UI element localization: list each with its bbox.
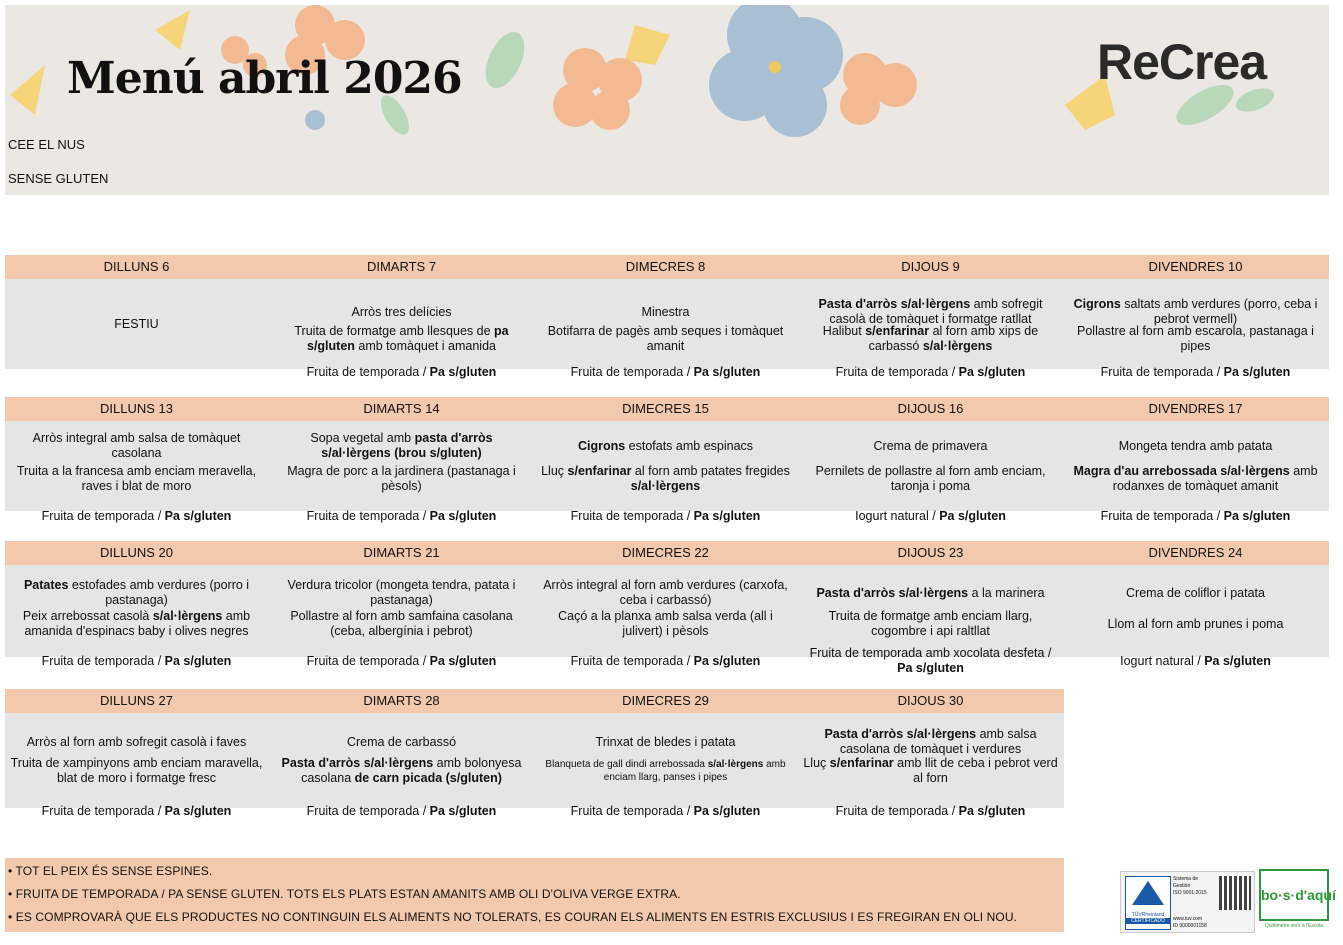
school-name: CEE EL NUS bbox=[8, 137, 85, 152]
dish-text: Fruita de temporada / bbox=[41, 509, 165, 523]
dish-text: Fruita de temporada amb xocolata desfeta / bbox=[809, 646, 1052, 660]
header-banner bbox=[5, 5, 1329, 195]
first-course bbox=[274, 735, 529, 750]
dish-text: Pasta d'arròs s/al·lèrgens bbox=[824, 727, 977, 741]
dish-text: Pa s/gluten bbox=[429, 365, 497, 379]
dish-text: Crema de carbassó bbox=[346, 735, 457, 749]
second-course bbox=[538, 324, 793, 354]
dish-text: Cigrons bbox=[1073, 297, 1121, 311]
dish-text: Pa s/gluten bbox=[1223, 509, 1291, 523]
dish-text: Truita de xampinyons amb enciam maravella, blat de moro i formatge fresc bbox=[10, 756, 263, 785]
dessert bbox=[538, 509, 793, 524]
dish-text: Pa s/gluten bbox=[1223, 365, 1291, 379]
dish-text: Fruita de temporada / bbox=[306, 365, 430, 379]
dish-text: s/enfarinar bbox=[567, 464, 632, 478]
dish-text: Crema de coliflor i patata bbox=[1126, 586, 1265, 600]
notes-box bbox=[5, 858, 1064, 932]
first-course bbox=[274, 578, 529, 608]
dish-text: Pa s/gluten bbox=[693, 365, 761, 379]
dish-text: a la marinera bbox=[968, 586, 1045, 600]
dish-text: amb rodanxes de tomàquet amanit bbox=[1112, 464, 1318, 493]
first-course bbox=[9, 735, 264, 750]
diet-type: SENSE GLUTEN bbox=[8, 171, 109, 186]
dish-text: Crema de primavera bbox=[873, 439, 988, 453]
dessert bbox=[1068, 654, 1323, 669]
dish-text: al forn amb patates fregides bbox=[631, 464, 790, 478]
dish-text: amb amanida d'espinacs baby i olives negres bbox=[24, 609, 251, 638]
day-name: DIJOUS 30 bbox=[897, 693, 964, 708]
dessert bbox=[1068, 365, 1323, 380]
dessert bbox=[274, 804, 529, 819]
first-course bbox=[9, 578, 264, 608]
dish-text: estofats amb espinacs bbox=[625, 439, 754, 453]
dish-text: saltats amb verdures (porro, ceba i pebrot vermell) bbox=[1120, 297, 1318, 326]
second-course bbox=[9, 464, 264, 494]
dish-text: pasta d'arròs s/al·lèrgens (brou s/gluten) bbox=[321, 431, 493, 460]
first-course bbox=[274, 431, 529, 461]
dish-text: al forn amb xips de carbassó bbox=[868, 324, 1039, 353]
first-course bbox=[274, 305, 529, 320]
dish-text: Lluç bbox=[803, 756, 830, 770]
dessert bbox=[803, 365, 1058, 380]
dish-text: Fruita de temporada / bbox=[306, 804, 430, 818]
day-name: DILLUNS 20 bbox=[100, 545, 173, 560]
dish-text: amb llit de ceba i pebrot verd al forn bbox=[893, 756, 1058, 785]
second-course bbox=[274, 609, 529, 639]
dish-text: Pa s/gluten bbox=[693, 804, 761, 818]
day-header-row bbox=[5, 689, 1064, 713]
day-name: DIJOUS 16 bbox=[897, 401, 964, 416]
dish-text: Pasta d'arròs s/al·lèrgens bbox=[281, 756, 434, 770]
second-course bbox=[1068, 464, 1323, 494]
day-name: DIMARTS 14 bbox=[363, 401, 440, 416]
menu-row bbox=[5, 421, 1329, 523]
dish-text: Pa s/gluten bbox=[693, 509, 761, 523]
dish-text: amb sofregit casolà de tomàquet i formatge ratllat bbox=[829, 297, 1043, 326]
dish-text: Fruita de temporada / bbox=[1100, 365, 1224, 379]
dish-text: Arròs tres delícies bbox=[351, 305, 452, 319]
day-name: DILLUNS 6 bbox=[103, 259, 170, 274]
dish-text: amb salsa casolana de tomàquet i verdures bbox=[839, 727, 1037, 756]
dessert bbox=[274, 654, 529, 669]
first-course bbox=[538, 735, 793, 750]
dish-text: estofades amb verdures (porro i pastanaga) bbox=[68, 578, 250, 607]
second-course bbox=[274, 324, 529, 354]
dish-text: Arròs al forn amb sofregit casolà i faves bbox=[26, 735, 247, 749]
recrea-logo: ReCrea bbox=[1097, 34, 1267, 90]
first-course bbox=[803, 439, 1058, 454]
day-name: DIMARTS 7 bbox=[366, 259, 437, 274]
day-name: DIMECRES 22 bbox=[622, 545, 709, 560]
dish-text: Iogurt natural / bbox=[1120, 654, 1205, 668]
dessert bbox=[538, 654, 793, 669]
dessert bbox=[803, 804, 1058, 819]
dish-text: Fruita de temporada / bbox=[41, 654, 165, 668]
dessert bbox=[9, 509, 264, 524]
dish-text: de carn picada (s/gluten) bbox=[354, 771, 502, 785]
dish-text: Halibut bbox=[822, 324, 866, 338]
day-name: DIMECRES 15 bbox=[622, 401, 709, 416]
second-course bbox=[9, 756, 264, 786]
dish-text: s/al·lèrgens bbox=[707, 759, 764, 770]
second-course bbox=[9, 609, 264, 639]
first-course bbox=[9, 431, 264, 461]
dish-text: pa s/gluten bbox=[307, 324, 509, 353]
first-course bbox=[1068, 439, 1323, 454]
dessert bbox=[9, 654, 264, 669]
dessert bbox=[538, 804, 793, 819]
second-course bbox=[538, 758, 793, 784]
dish-text: Pollastre al forn amb samfaina casolana (ceba, albergínia i pebrot) bbox=[290, 609, 513, 638]
menu-row bbox=[5, 713, 1064, 818]
second-course bbox=[803, 324, 1058, 354]
dessert bbox=[274, 365, 529, 380]
day-name: DIJOUS 9 bbox=[901, 259, 960, 274]
qr-code-icon bbox=[1219, 876, 1251, 910]
dessert bbox=[538, 365, 793, 380]
dish-text: Pa s/gluten bbox=[693, 654, 761, 668]
dish-text: Caçó a la planxa amb salsa verda (all i julivert) i pèsols bbox=[558, 609, 773, 638]
dish-text: Fruita de temporada / bbox=[1100, 509, 1224, 523]
first-course bbox=[538, 439, 793, 454]
dish-text: Magra d'au arrebossada s/al·lèrgens bbox=[1073, 464, 1290, 478]
dish-text: Arròs integral amb salsa de tomàquet casolana bbox=[32, 431, 241, 460]
dessert bbox=[9, 804, 264, 819]
first-course bbox=[538, 305, 793, 320]
dish-text: Pa s/gluten bbox=[429, 509, 497, 523]
dish-text: Pa s/gluten bbox=[429, 804, 497, 818]
second-course bbox=[803, 609, 1058, 639]
dish-text: Fruita de temporada / bbox=[306, 509, 430, 523]
dish-text: Fruita de temporada / bbox=[835, 365, 959, 379]
second-course bbox=[274, 464, 529, 494]
dish-text: Arròs integral al forn amb verdures (carxofa, ceba i carbassó) bbox=[543, 578, 788, 607]
dish-text: s/al·lèrgens bbox=[922, 339, 993, 353]
holiday-label: FESTIU bbox=[114, 317, 159, 331]
dish-text: Pa s/gluten bbox=[429, 654, 497, 668]
dish-text: Cigrons bbox=[577, 439, 626, 453]
dish-text: s/enfarinar bbox=[865, 324, 930, 338]
first-course bbox=[803, 586, 1058, 601]
day-name: DIMARTS 21 bbox=[363, 545, 440, 560]
day-header-row bbox=[5, 541, 1329, 565]
dessert bbox=[274, 509, 529, 524]
dish-text: Pa s/gluten bbox=[958, 365, 1026, 379]
dish-text: Pollastre al forn amb escarola, pastanaga i pipes bbox=[1077, 324, 1314, 353]
dish-text: Llom al forn amb prunes i poma bbox=[1107, 617, 1284, 631]
dish-text: Iogurt natural / bbox=[855, 509, 940, 523]
dish-text: Pernilets de pollastre al forn amb enciam, taronja i poma bbox=[815, 464, 1046, 493]
dish-text: Fruita de temporada / bbox=[570, 365, 694, 379]
day-header-row bbox=[5, 255, 1329, 279]
dish-text: Botifarra de pagès amb seques i tomàquet amanit bbox=[547, 324, 784, 353]
second-course bbox=[803, 464, 1058, 494]
day-name: DIVENDRES 10 bbox=[1148, 259, 1243, 274]
dish-text: Pa s/gluten bbox=[939, 509, 1006, 523]
note-item: • ES COMPROVARÀ QUE ELS PRODUCTES NO CONTINGUIN ELS ALIMENTS NO TOLERATS, ES COURAN ELS ALIMENTS EN ESTRIS EXCLUSIUS I ES FREGIRAN EN OLI NOU. bbox=[8, 910, 1018, 924]
first-course bbox=[1068, 297, 1323, 327]
dish-text: Pa s/gluten bbox=[164, 804, 232, 818]
day-name: DIVENDRES 17 bbox=[1148, 401, 1243, 416]
dish-text: Pa s/gluten bbox=[164, 509, 232, 523]
dish-text: Mongeta tendra amb patata bbox=[1118, 439, 1273, 453]
menu-row bbox=[5, 565, 1329, 675]
day-name: DILLUNS 27 bbox=[100, 693, 173, 708]
day-name: DIVENDRES 24 bbox=[1148, 545, 1243, 560]
second-course bbox=[1068, 324, 1323, 354]
dish-text: Fruita de temporada / bbox=[41, 804, 165, 818]
first-course bbox=[803, 727, 1058, 757]
dish-text: Blanqueta de gall dindi arrebossada bbox=[545, 759, 708, 770]
dish-text: Verdura tricolor (mongeta tendra, patata i pastanaga) bbox=[287, 578, 516, 607]
dish-text: Truita de formatge amb enciam llarg, cogombre i api raltllat bbox=[828, 609, 1033, 638]
day-name: DIMECRES 8 bbox=[625, 259, 706, 274]
dish-text: Fruita de temporada / bbox=[570, 509, 694, 523]
dish-text: amb bolonyesa casolana bbox=[301, 756, 522, 785]
day-name: DIJOUS 23 bbox=[897, 545, 964, 560]
note-item: • FRUITA DE TEMPORADA / PA SENSE GLUTEN. TOTS ELS PLATS ESTAN AMANITS AMB OLI D'OLIVA VERGE EXTRA. bbox=[8, 887, 681, 901]
dish-text: Lluç bbox=[541, 464, 568, 478]
note-item: • TOT EL PEIX ÉS SENSE ESPINES. bbox=[8, 864, 213, 878]
dessert bbox=[803, 646, 1058, 676]
dessert bbox=[1068, 509, 1323, 524]
menu-row bbox=[5, 279, 1329, 379]
second-course bbox=[538, 464, 793, 494]
day-name: DIMARTS 28 bbox=[363, 693, 440, 708]
dish-text: Pa s/gluten bbox=[958, 804, 1026, 818]
dish-text: Peix arrebossat casolà bbox=[22, 609, 153, 623]
second-course bbox=[538, 609, 793, 639]
dish-text: s/enfarinar bbox=[829, 756, 894, 770]
dish-text: Truita de formatge amb llesques de bbox=[294, 324, 495, 338]
dessert bbox=[803, 509, 1058, 524]
first-course bbox=[1068, 586, 1323, 601]
dish-text: Pa s/gluten bbox=[164, 654, 232, 668]
dish-text: Pa s/gluten bbox=[897, 661, 964, 675]
dish-text: s/al·lèrgens bbox=[152, 609, 223, 623]
dish-text: s/al·lèrgens bbox=[630, 479, 701, 493]
dish-text: Truita a la francesa amb enciam meravella, raves i blat de moro bbox=[16, 464, 257, 493]
second-course bbox=[803, 756, 1058, 786]
day-header-row bbox=[5, 397, 1329, 421]
dish-text: Fruita de temporada / bbox=[570, 654, 694, 668]
dish-text: Magra de porc a la jardinera (pastanaga i pèsols) bbox=[287, 464, 516, 493]
dish-text: amb tomàquet i amanida bbox=[354, 339, 496, 353]
dish-text: Pasta d'arròs s/al·lèrgens bbox=[816, 586, 969, 600]
dish-text: amb enciam llarg, panses i pipes bbox=[603, 759, 786, 783]
dish-text: Sopa vegetal amb bbox=[310, 431, 415, 445]
tuv-logo: TÜVRheinland CERTIFICADO bbox=[1125, 876, 1171, 930]
triangle-icon bbox=[1126, 877, 1170, 907]
dish-text: Patates bbox=[23, 578, 69, 592]
dish-text: Minestra bbox=[641, 305, 690, 319]
bosdaqui-logo: bo·s·d'aquí Quilòmetre zero a l'Escola bbox=[1259, 869, 1329, 931]
dish-text: Pasta d'arròs s/al·lèrgens bbox=[818, 297, 971, 311]
second-course bbox=[274, 756, 529, 786]
dish-text: Fruita de temporada / bbox=[570, 804, 694, 818]
second-course bbox=[1068, 617, 1323, 632]
dish-text: Fruita de temporada / bbox=[835, 804, 959, 818]
first-course bbox=[538, 578, 793, 608]
first-course bbox=[803, 297, 1058, 327]
dish-text: Fruita de temporada / bbox=[306, 654, 430, 668]
dish-text: Trinxat de bledes i patata bbox=[595, 735, 736, 749]
dish-text: Pa s/gluten bbox=[1204, 654, 1271, 668]
day-name: DIMECRES 29 bbox=[622, 693, 709, 708]
day-name: DILLUNS 13 bbox=[100, 401, 173, 416]
menu-title: Menú abril 2026 bbox=[67, 53, 462, 104]
tuv-certification-badge: TÜVRheinland CERTIFICADO Sistema de Gestión ISO 9001:2015 www.tuv.com ID 9000001158 bbox=[1120, 871, 1255, 933]
